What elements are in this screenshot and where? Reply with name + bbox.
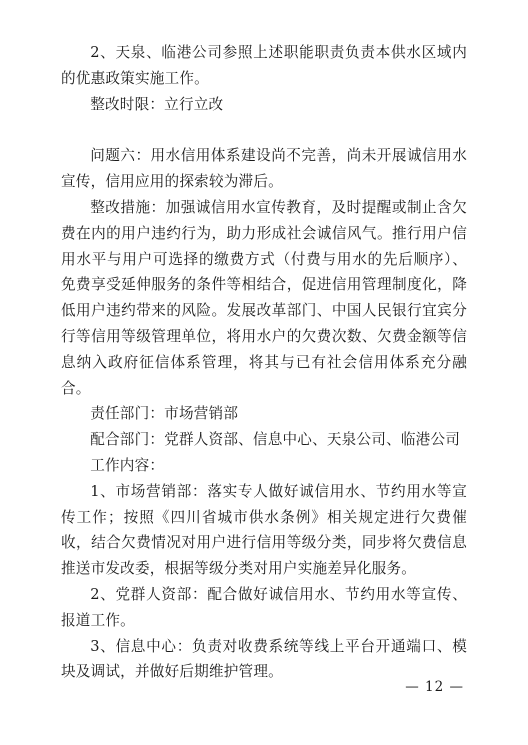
- document-body: [61, 40, 467, 685]
- paragraph-work-content-heading: 工作内容：: [90, 456, 165, 474]
- paragraph-responsible-department: 责任部门：市场营销部: [90, 405, 239, 423]
- paragraph-issue-six: 问题六：用水信用体系建设尚不完善，尚未开展诚信用水宣传，信用应用的探索较为滞后。: [61, 147, 467, 191]
- paragraph-rectification-measures: 整改措施：加强诚信用水宣传教育，及时提醒或制止含欠费在内的用户违约行为，助力形成社会诚信风气。推行用户信用水平与用户可选择的缴费方式（付费与用水的先后顺序）、免费享受延伸服务的条件等相结合，促进信用管理制度化，降低用户违约带来的风险。发展改革部门、中国人民银行宜宾分行等信用等级管理单位，将用水户的欠费次数、欠费金额等信息纳入政府征信体系管理，将其与已有社会信用体系充分融合。: [61, 198, 467, 397]
- paragraph-rectification-deadline: 整改时限：立行立改: [90, 95, 224, 113]
- paragraph-spacer: [61, 117, 467, 143]
- paragraph-information-center-task: 3、信息中心：负责对收费系统等线上平台开通端口、模块及调试，并做好后期维护管理。: [61, 637, 467, 681]
- paragraph-tianquan-lingang-duty: 2、天泉、临港公司参照上述职能职责负责本供水区域内的优惠政策实施工作。: [61, 44, 467, 87]
- paragraph-cooperating-departments: 配合部门：党群人资部、信息中心、天泉公司、临港公司: [90, 431, 461, 449]
- paragraph-party-hr-department-task: 2、党群人资部：配合做好诚信用水、节约用水等宣传、报道工作。: [61, 585, 467, 629]
- page-number: — 12 —: [405, 679, 464, 695]
- paragraph-marketing-department-task: 1、市场营销部：落实专人做好诚信用水、节约用水等宣传工作；按照《四川省城市供水条例》相关规定进行欠费催收，结合欠费情况对用户进行信用等级分类，同步将欠费信息推送市发改委，根据等级分类对用户实施差异化服务。: [61, 482, 467, 578]
